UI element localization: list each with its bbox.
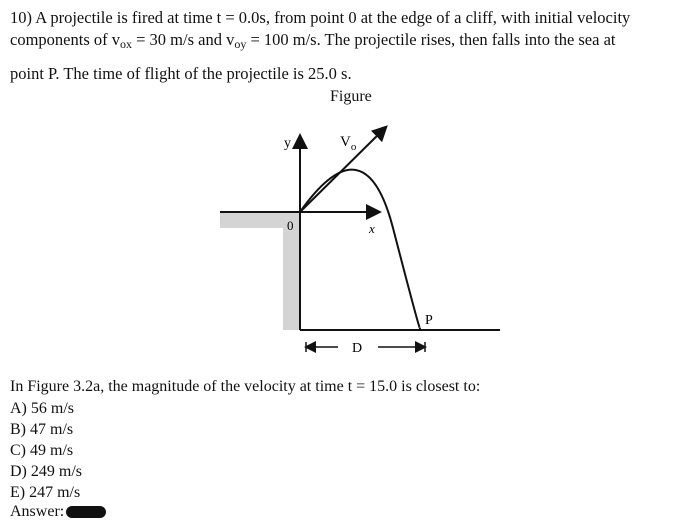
answer-blank-icon bbox=[66, 506, 106, 518]
question-line-2-part-c: = 100 m/s. The projectile rises, then falls into the sea at bbox=[246, 30, 616, 49]
distance-d-label: D bbox=[352, 341, 363, 356]
question-line-2-part-b: = 30 m/s and v bbox=[131, 30, 235, 49]
velocity-label-main: V bbox=[340, 134, 351, 150]
question-line-3: point P. The time of flight of the projectile is 25.0 s. bbox=[10, 64, 352, 83]
option-c[interactable]: C) 49 m/s bbox=[10, 442, 74, 459]
option-b[interactable]: B) 47 m/s bbox=[10, 421, 74, 438]
option-a[interactable]: A) 56 m/s bbox=[10, 400, 74, 417]
answer-label: Answer: bbox=[10, 503, 65, 520]
vox-subscript: ox bbox=[119, 37, 132, 51]
question-prompt: In Figure 3.2a, the magnitude of the velocity at time t = 15.0 is closest to: bbox=[10, 378, 481, 395]
figure-title: Figure bbox=[330, 88, 372, 105]
y-axis-label: y bbox=[284, 136, 291, 151]
question-line-1: 10) A projectile is fired at time t = 0.0s, from point 0 at the edge of a cliff, with initial velocity bbox=[10, 8, 631, 27]
question-line-2-part-a: components of v bbox=[10, 30, 120, 49]
option-d[interactable]: D) 249 m/s bbox=[10, 463, 82, 480]
option-e[interactable]: E) 247 m/s bbox=[10, 484, 81, 501]
answer-row bbox=[10, 503, 106, 521]
x-axis-label: x bbox=[369, 221, 375, 236]
voy-subscript: oy bbox=[234, 37, 247, 51]
velocity-label-subscript: o bbox=[350, 141, 357, 153]
point-p-label: P bbox=[425, 313, 433, 328]
velocity-label bbox=[340, 134, 357, 153]
origin-label: 0 bbox=[287, 218, 294, 233]
